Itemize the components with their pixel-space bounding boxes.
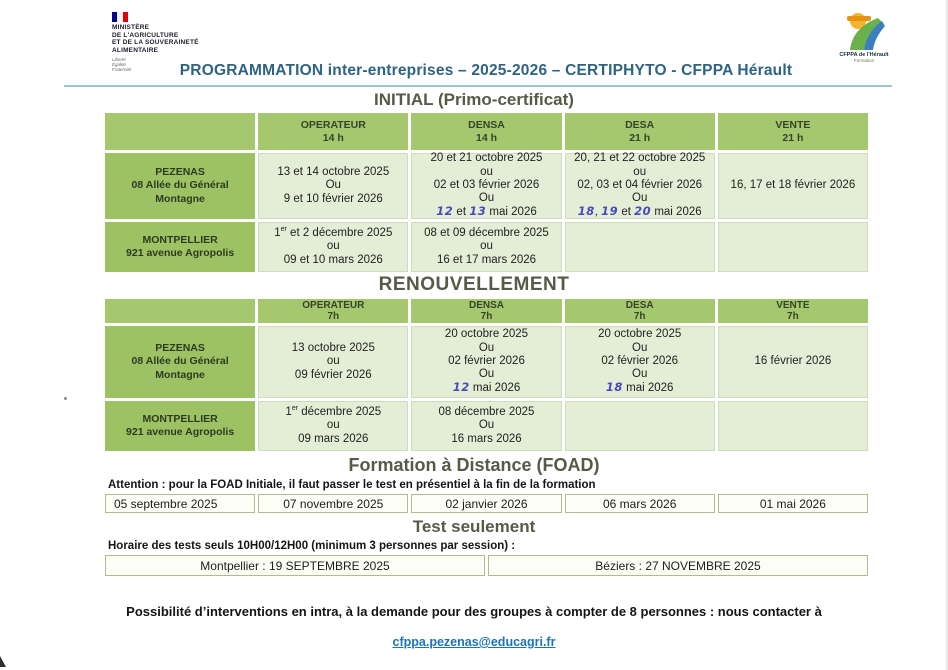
renouv-pezenas-densa-cell: 20 octobre 2025 Ou 02 février 2026 Ou 12 mai 2026 <box>411 326 561 398</box>
french-flag-icon <box>112 12 128 22</box>
initial-col-vente: VENTE 21 h <box>718 113 868 150</box>
initial-col-densa: DENSA 14 h <box>411 113 561 150</box>
cfppa-logo <box>838 12 890 63</box>
test-locations-row <box>105 555 868 576</box>
initial-col-desa: DESA 21 h <box>565 113 715 150</box>
contact-email-wrap <box>0 633 948 651</box>
renouv-montpellier-operateur-cell: 1er décembre 2025 ou 09 mars 2026 <box>258 401 408 451</box>
ministry-name-line: MINISTÈRE <box>112 24 150 31</box>
renouv-col-operateur: OPERATEUR 7h <box>258 299 408 323</box>
foad-attention-note: Attention : pour la FOAD Initiale, il faut passer le test en présentiel à la fin de la formation <box>108 479 596 491</box>
initial-pezenas-desa-cell: 20, 21 et 22 octobre 2025 ou 02, 03 et 04 février 2026 Ou 18, 19 et 20 mai 2026 <box>565 153 715 219</box>
initial-montpellier-densa-cell: 08 et 09 décembre 2025 ou 16 et 17 mars 2026 <box>411 222 561 272</box>
ministry-name-line: DE L'AGRICULTURE <box>112 31 179 39</box>
initial-col-operateur: OPERATEUR 14 h <box>258 113 408 150</box>
foad-dates-row <box>105 494 868 513</box>
initial-corner-cell <box>105 113 255 150</box>
section-heading-renouvellement: RENOUVELLEMENT <box>378 274 570 295</box>
cfppa-logo-name: CFPPA de l'Hérault <box>839 52 889 58</box>
renouv-row-pezenas-location: PEZENAS 08 Allée du Général Montagne <box>105 326 255 398</box>
renouv-col-desa: DESA 7h <box>565 299 715 323</box>
foad-date-cell: 02 janvier 2026 <box>411 494 561 513</box>
cfppa-logo-graphic <box>842 12 886 52</box>
foad-date-cell: 07 novembre 2025 <box>258 494 408 513</box>
foad-date-cell: 06 mars 2026 <box>565 494 715 513</box>
initial-pezenas-densa-cell: 20 et 21 octobre 2025 ou 02 et 03 février 2026 Ou 12 et 13 mai 2026 <box>411 153 561 219</box>
renouv-col-vente: VENTE 7h <box>718 299 868 323</box>
section-heading-test: Test seulement <box>412 517 536 536</box>
intra-groups-note: Possibilité d’interventions en intra, à la demande pour des groupes à compter de 8 personnes : nous contacter à <box>126 604 822 619</box>
contact-email-link[interactable]: cfppa.pezenas@educagri.fr <box>392 635 556 649</box>
test-cell-beziers: Béziers : 27 NOVEMBRE 2025 <box>488 555 868 576</box>
ministry-motto: Liberté Égalité Fraternité <box>112 57 132 72</box>
section-heading-initial: INITIAL (Primo-certificat) <box>374 90 574 109</box>
initial-table <box>105 113 868 272</box>
initial-row-montpellier-location: MONTPELLIER 921 avenue Agropolis <box>105 222 255 272</box>
initial-montpellier-vente-cell <box>718 222 868 272</box>
initial-pezenas-vente-cell: 16, 17 et 18 février 2026 <box>718 153 868 219</box>
ministry-name-line: ALIMENTAIRE <box>112 46 159 54</box>
renouv-pezenas-vente-cell: 16 février 2026 <box>718 326 868 398</box>
test-schedule-note: Horaire des tests seuls 10H00/12H00 (minimum 3 personnes par session) : <box>108 540 516 552</box>
section-heading-foad: Formation à Distance (FOAD) <box>348 455 600 475</box>
initial-row-pezenas-location: PEZENAS 08 Allée du Général Montagne <box>105 153 255 219</box>
foad-date-cell: 05 septembre 2025 <box>105 494 255 513</box>
renouv-row-montpellier-location: MONTPELLIER 921 avenue Agropolis <box>105 401 255 451</box>
page-title: PROGRAMMATION inter-entreprises – 2025-2026 – CERTIPHYTO - CFPPA Hérault <box>179 62 793 79</box>
renouv-montpellier-desa-cell <box>565 401 715 451</box>
renouvellement-table <box>105 299 868 451</box>
initial-montpellier-operateur-cell: 1er et 2 décembre 2025 ou 09 et 10 mars 2026 <box>258 222 408 272</box>
test-cell-montpellier: Montpellier : 19 SEPTEMBRE 2025 <box>105 555 485 576</box>
initial-pezenas-operateur-cell: 13 et 14 octobre 2025 Ou 9 et 10 février 2026 <box>258 153 408 219</box>
renouv-col-densa: DENSA 7h <box>411 299 561 323</box>
renouv-montpellier-vente-cell <box>718 401 868 451</box>
foad-date-cell: 01 mai 2026 <box>718 494 868 513</box>
scan-corner-artifact <box>0 656 6 667</box>
scan-speck <box>64 397 67 400</box>
renouv-corner-cell <box>105 299 255 323</box>
renouv-montpellier-densa-cell: 08 décembre 2025 Ou 16 mars 2026 <box>411 401 561 451</box>
initial-montpellier-desa-cell <box>565 222 715 272</box>
title-divider <box>64 85 892 87</box>
ministry-name-line: ET DE LA SOUVERAINETÉ <box>112 39 199 46</box>
renouv-pezenas-desa-cell: 20 octobre 2025 Ou 02 février 2026 Ou 18 mai 2026 <box>565 326 715 398</box>
cfppa-logo-subtitle: Formation <box>853 58 875 63</box>
renouv-pezenas-operateur-cell: 13 octobre 2025 ou 09 février 2026 <box>258 326 408 398</box>
